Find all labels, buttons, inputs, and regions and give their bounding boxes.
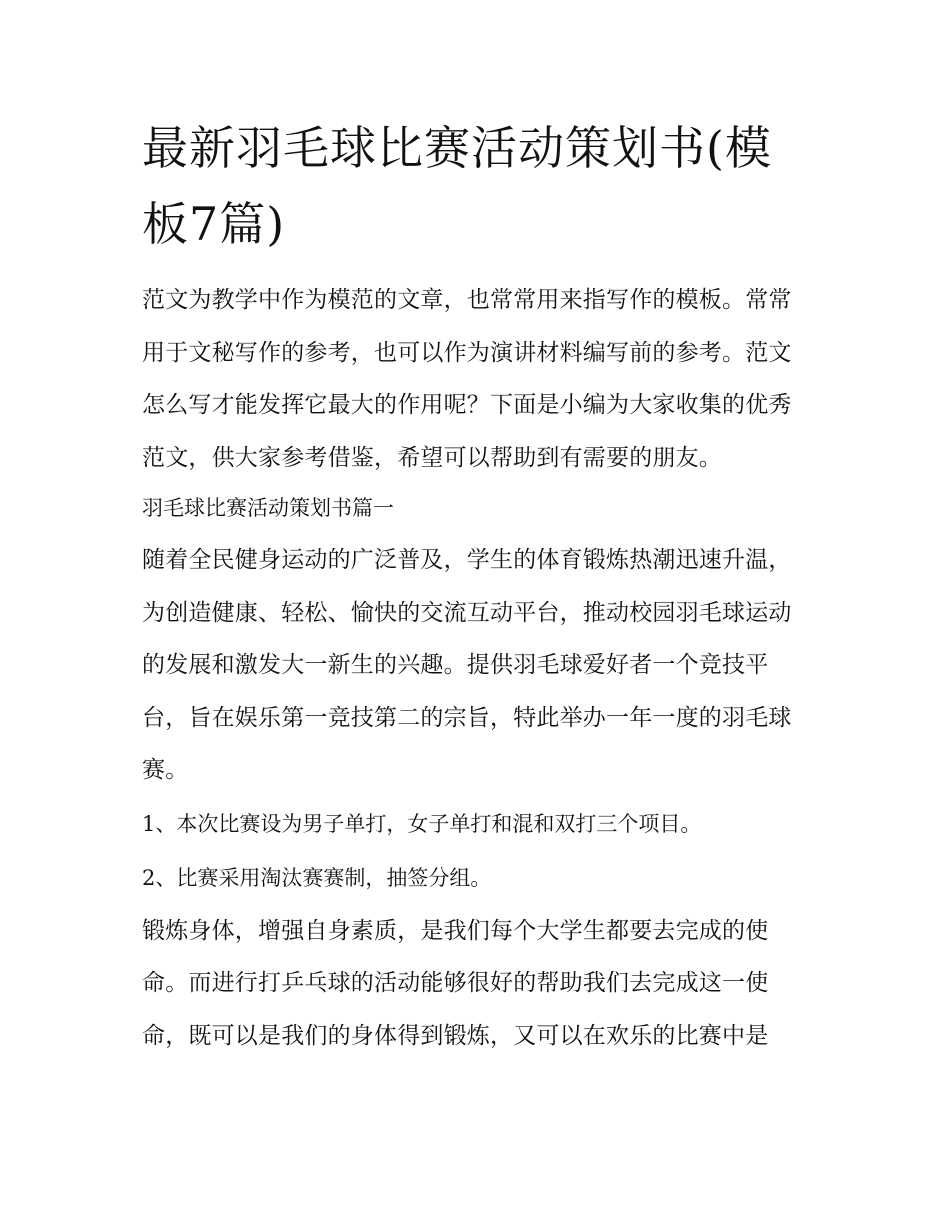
section-heading: 羽毛球比赛活动策划书篇一 xyxy=(142,496,394,520)
intro-paragraph: 范文为教学中作为模范的文章，也常常用来指写作的模板。常常用于文秘写作的参考，也可以作为演讲材料编写前的参考。范文怎么写才能发挥它最大的作用呢？下面是小编为大家收集的优秀范文，供大家参考借鉴，希望可以帮助到有需要的朋友。 xyxy=(142,287,792,471)
list-item: 1、本次比赛设为男子单打，女子单打和混和双打三个项目。 xyxy=(142,811,702,836)
closing-paragraph: 锻炼身体，增强自身素质，是我们每个大学生都要去完成的使命。而进行打乒乓球的活动能够很好的帮助我们去完成这一使命，既可以是我们的身体得到锻炼，又可以在欢乐的比赛中是 xyxy=(142,917,769,1049)
document-page xyxy=(142,110,814,1062)
document-title: 最新羽毛球比赛活动策划书(模板7篇) xyxy=(142,121,772,251)
section-paragraph: 随着全民健身运动的广泛普及，学生的体育锻炼热潮迅速升温，为创造健康、轻松、愉快的交流互动平台，推动校园羽毛球运动的发展和激发大一新生的兴趣。提供羽毛球爱好者一个竞技平台，旨在娱乐第一竞技第二的宗旨，特此举办一年一度的羽毛球赛。 xyxy=(142,547,792,783)
list-item: 2、比赛采用淘汰赛赛制，抽签分组。 xyxy=(142,865,492,890)
